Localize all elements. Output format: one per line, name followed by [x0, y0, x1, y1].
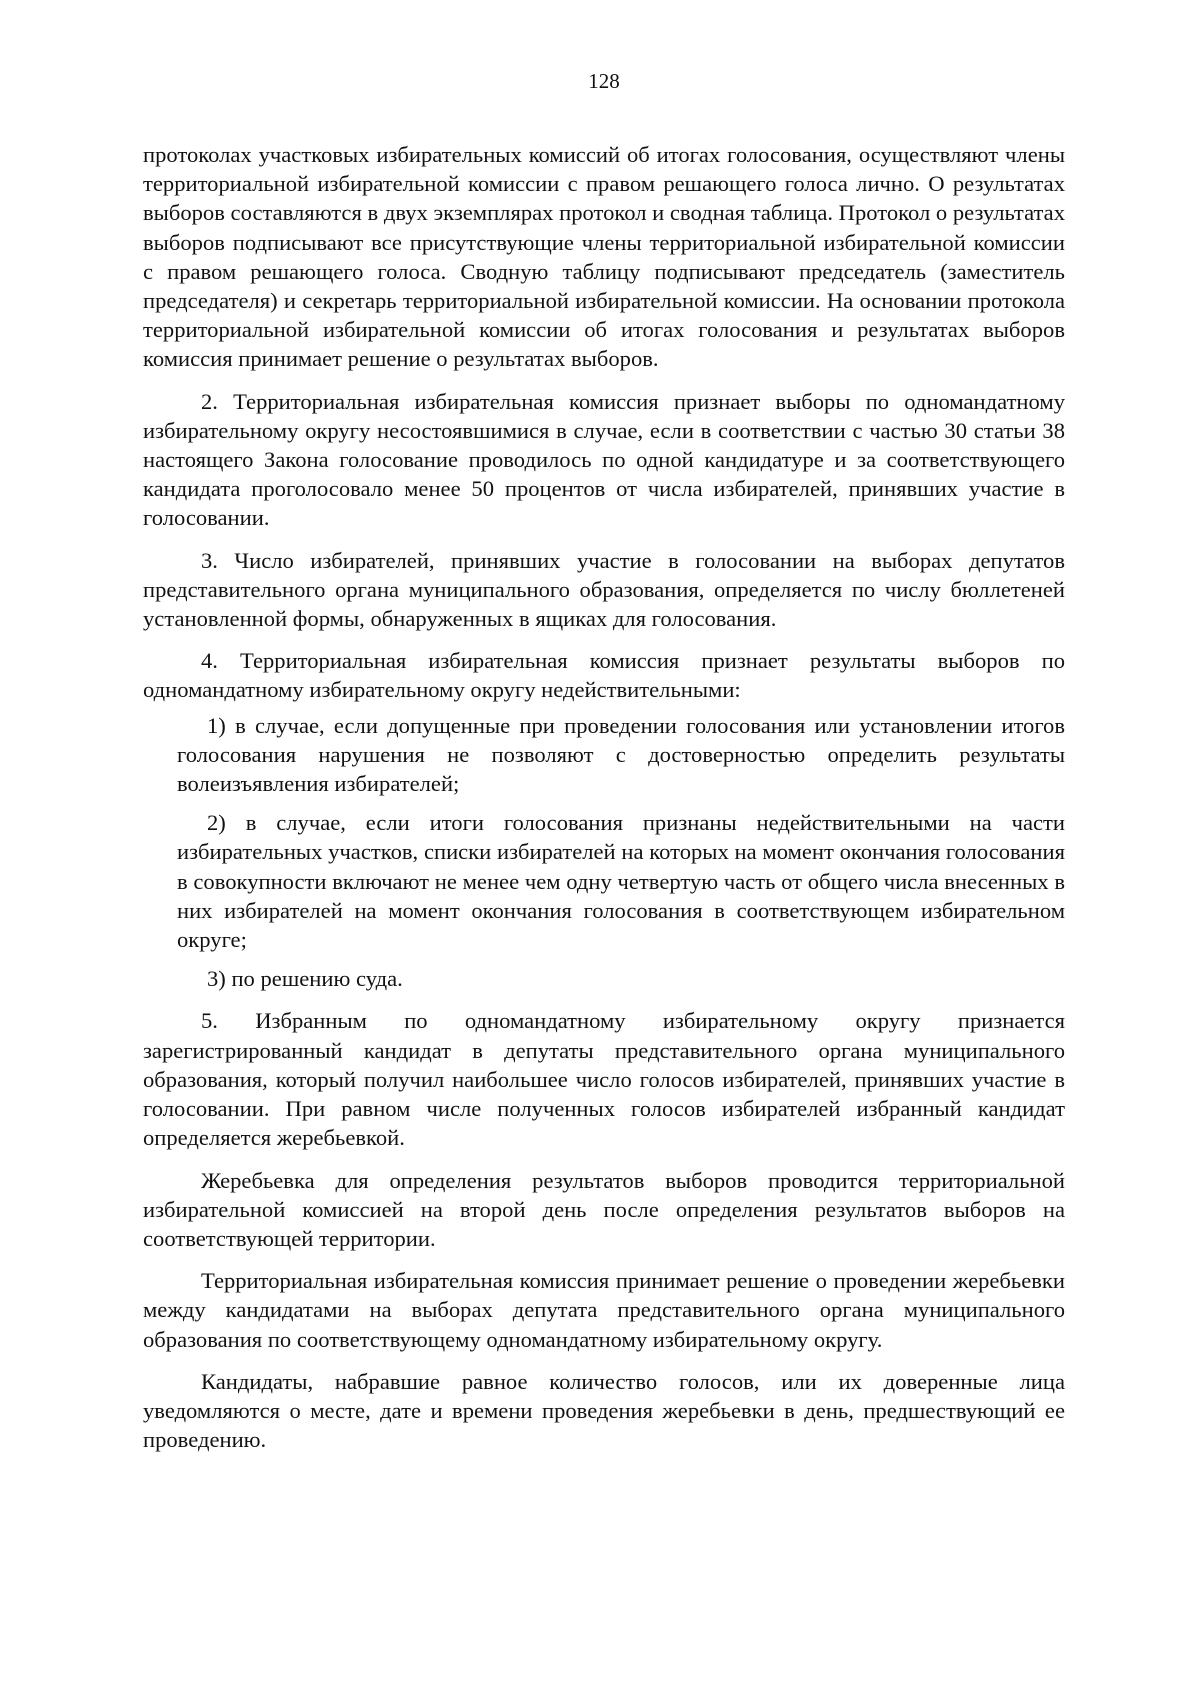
paragraph-lots-decision: Территориальная избирательная комиссия принимает решение о проведении жеребьевки между кандидатами на выборах депутата представительного органа муниципального образования по соответствующему одномандатному избирательному округу. [143, 1268, 1065, 1352]
subparagraph-4-3: 3) по решению суда. [207, 966, 403, 992]
paragraph-continuation: протоколах участковых избирательных комиссий об итогах голосования, осуществляют члены территориальной избирательной комиссии с правом решающего голоса лично. О результатах выборов составляются в двух экземплярах протокол и сводная таблица. Протокол о результатах выборов подписывают все присутствующие члены территориальной избирательной комиссии с правом решающего голоса. Сводную таблицу подписывают председатель (заместитель председателя) и секретарь территориальной избирательной комиссии. На основании протокола территориальной избирательной комиссии об итогах голосования и результатах выборов комиссия принимает решение о результатах выборов. [143, 142, 1065, 372]
paragraph-2: 2. Территориальная избирательная комиссия признает выборы по одномандатному избирательному округу несостоявшимися в случае, если в соответствии с частью 30 статьи 38 настоящего Закона голосование проводилось по одной кандидатуре и за соответствующего кандидата проголосовало менее 50 процентов от числа избирателей, принявших участие в голосовании. [143, 388, 1065, 531]
document-page [143, 68, 1065, 1467]
subparagraph-4-1: 1) в случае, если допущенные при проведении голосования или установлении итогов голосования нарушения не позволяют с достоверностью определить результаты волеизъявления избирателей; [177, 712, 1065, 797]
page-number: 128 [588, 69, 620, 93]
paragraph-3: 3. Число избирателей, принявших участие в голосовании на выборах депутатов представительного органа муниципального образования, определяется по числу бюллетеней установленной формы, обнаруженных в ящиках для голосования. [143, 547, 1065, 632]
paragraph-5: 5. Избранным по одномандатному избирательному округу признается зарегистрированный кандидат в депутаты представительного органа муниципального образования, который получил наибольшее число голосов избирателей, принявших участие в голосовании. При равном числе полученных голосов избирателей избранный кандидат определяется жеребьевкой. [143, 1008, 1065, 1151]
paragraph-4: 4. Территориальная избирательная комиссия признает результаты выборов по одномандатному избирательному округу недействительными: [143, 648, 1065, 703]
paragraph-candidates-notified: Кандидаты, набравшие равное количество голосов, или их доверенные лица уведомляются о месте, дате и времени проведения жеребьевки в день, предшествующий ее проведению. [143, 1368, 1065, 1453]
subparagraph-4-2: 2) в случае, если итоги голосования признаны недействительными на части избирательных участков, списки избирателей на которых на момент окончания голосования в совокупности включают не менее чем одну четвертую часть от общего числа внесенных в них избирателей на момент окончания голосования в соответствующем избирательном округе; [177, 810, 1065, 953]
paragraph-drawing-lots: Жеребьевка для определения результатов выборов проводится территориальной избирательной комиссией на второй день после определения результатов выборов на соответствующей территории. [143, 1167, 1065, 1251]
